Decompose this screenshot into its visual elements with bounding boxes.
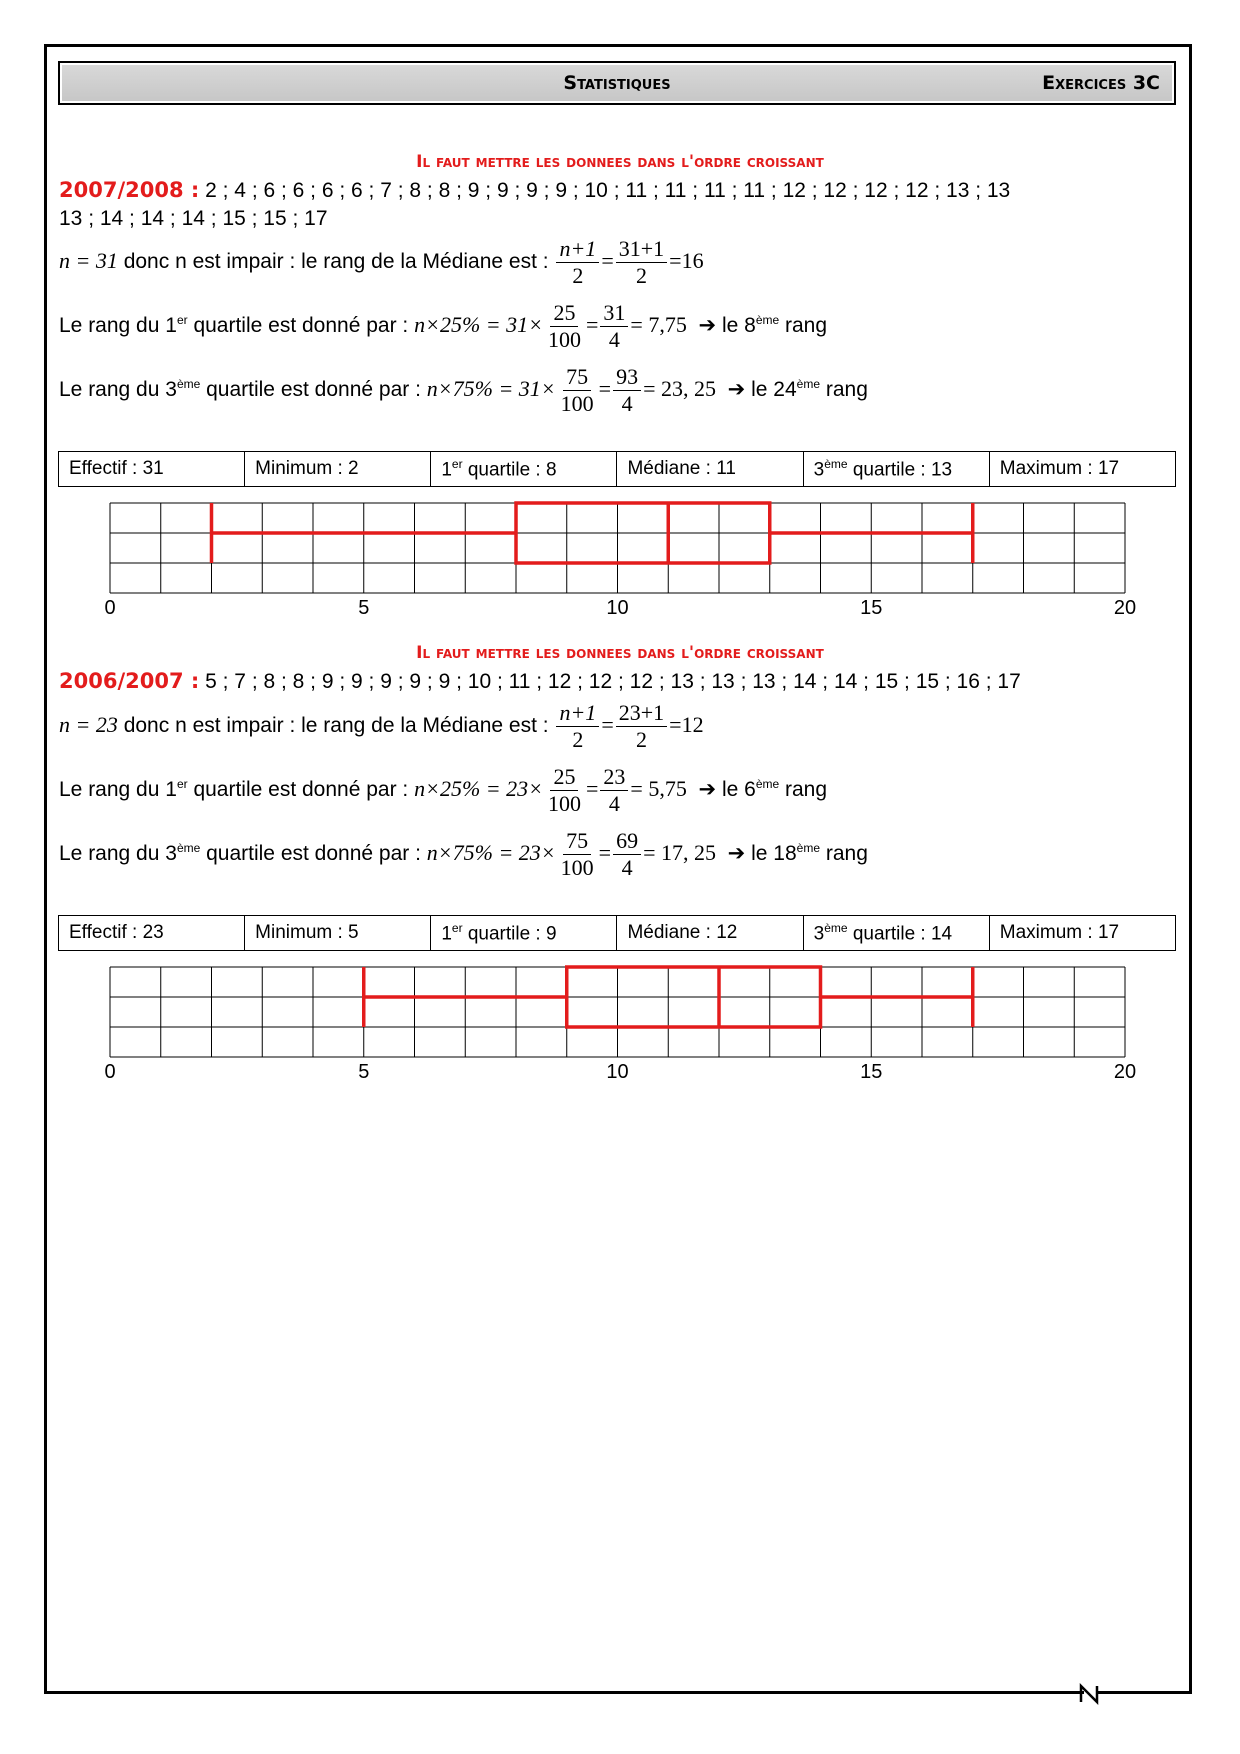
header-exercise: Exercices 3C — [1042, 72, 1160, 94]
section2-median-frac1: $\frac{n+1}{2}$ — [556, 700, 599, 753]
summary-minimum: Minimum : 2 — [245, 452, 431, 487]
summary-effectif: Effectif : 23 — [59, 916, 245, 951]
summary-minimum: Minimum : 5 — [245, 916, 431, 951]
section2-q3-line: Le rang du 3ème quartile est donné par : n×75% = 23× $\frac{75}{100}$ = $\frac{69}{4}$ = 17, 25 ➔ le 18ème rang — [59, 828, 868, 880]
section2-q1-expr: n×25% = 23× — [414, 776, 543, 802]
right-arrow-icon: ➔ — [727, 842, 746, 866]
axis-tick-label: 15 — [860, 597, 883, 619]
section1-median-result: =16 — [669, 248, 704, 274]
section1-n-expr: n = 31 — [59, 248, 118, 274]
corner-mark-icon — [1078, 1682, 1100, 1706]
right-arrow-icon: ➔ — [727, 378, 746, 402]
section1-year: 2007/2008 : — [59, 178, 200, 202]
section1-instruction: Il faut mettre les donnees dans l'ordre croissant — [416, 152, 824, 172]
right-arrow-icon: ➔ — [698, 778, 717, 802]
section1-median-text: donc n est impair : le rang de la Médiane est : — [123, 250, 549, 274]
section1-q3-expr: n×75% = 31× — [426, 376, 556, 402]
section1-q3-line: Le rang du 3ème quartile est donné par : n×75% = 31× $\frac{75}{100}$ = $\frac{93}{4}$ = 23, 25 ➔ le 24ème rang — [59, 364, 868, 416]
section2-n-expr: n = 23 — [59, 712, 118, 738]
axis-tick-label: 5 — [358, 597, 370, 619]
summary-q3: 3ème quartile : 13 — [803, 452, 989, 487]
summary-mediane: Médiane : 12 — [617, 916, 803, 951]
section2-median-frac2: $\frac{23+1}{2}$ — [616, 700, 667, 753]
right-arrow-icon: ➔ — [698, 314, 717, 338]
axis-tick-label: 0 — [104, 597, 116, 619]
summary-maximum: Maximum : 17 — [989, 916, 1175, 951]
frame-bottom-line — [44, 1691, 1084, 1694]
section2-data-values1: 5 ; 7 ; 8 ; 8 ; 9 ; 9 ; 9 ; 9 ; 9 ; 10 ; 11 ; 12 ; 12 ; 12 ; 13 ; 13 ; 13 ; 14 ; 14 ; 15 ; 15 ; 16 ; 17 — [205, 670, 1021, 693]
axis-tick-label: 20 — [1113, 1061, 1137, 1083]
axis-tick-label: 10 — [606, 1061, 629, 1083]
section1-q1-line: Le rang du 1er quartile est donné par : n×25% = 31× $\frac{25}{100}$ = $\frac{31}{4}$ = 7,75 ➔ le 8ème rang — [59, 300, 828, 352]
summary-q1: 1er quartile : 9 — [431, 916, 617, 951]
section1-median-line: n = 31 donc n est impair : le rang de la Médiane est : $\frac{n+1}{2}$ = $\frac{31+1}{2}$ =16 — [59, 236, 704, 288]
axis-tick-label: 20 — [1113, 597, 1137, 619]
axis-tick-label: 5 — [358, 1061, 370, 1083]
section2-median-text: donc n est impair : le rang de la Médiane est : — [123, 714, 549, 738]
axis-tick-label: 15 — [860, 1061, 883, 1083]
summary-effectif: Effectif : 31 — [59, 452, 245, 487]
summary-q3: 3ème quartile : 14 — [803, 916, 989, 951]
section1-data-values1: 2 ; 4 ; 6 ; 6 ; 6 ; 6 ; 7 ; 8 ; 8 ; 9 ; 9 ; 9 ; 9 ; 10 ; 11 ; 11 ; 11 ; 11 ; 12 ; 12 ; 12 ; 12 ; 13 ; 13 — [205, 179, 1011, 202]
section2-q3-expr: n×75% = 23× — [426, 840, 556, 866]
axis-tick-label: 10 — [606, 597, 629, 619]
summary-mediane: Médiane : 11 — [617, 452, 803, 487]
axis-tick-label: 0 — [104, 1061, 116, 1083]
summary-q1: 1er quartile : 8 — [431, 452, 617, 487]
section1-median-frac2: $\frac{31+1}{2}$ — [616, 236, 667, 289]
section2-instruction: Il faut mettre les donnees dans l'ordre croissant — [416, 643, 824, 663]
section1-data-line2: 13 ; 14 ; 14 ; 14 ; 15 ; 15 ; 17 — [59, 207, 328, 230]
section1-median-frac1: $\frac{n+1}{2}$ — [556, 236, 599, 289]
section2-median-result: =12 — [669, 712, 704, 738]
summary-maximum: Maximum : 17 — [989, 452, 1175, 487]
section1-q1-expr: n×25% = 31× — [414, 312, 543, 338]
header-title: Statistiques — [563, 72, 671, 94]
frame-bottom-right-line — [1098, 1691, 1192, 1694]
section2-median-line: n = 23 donc n est impair : le rang de la Médiane est : $\frac{n+1}{2}$ = $\frac{23+1}{2}$ =12 — [59, 700, 704, 752]
section2-year: 2006/2007 : — [59, 669, 200, 693]
section2-q1-line: Le rang du 1er quartile est donné par : n×25% = 23× $\frac{25}{100}$ = $\frac{23}{4}$ = 5,75 ➔ le 6ème rang — [59, 764, 828, 816]
